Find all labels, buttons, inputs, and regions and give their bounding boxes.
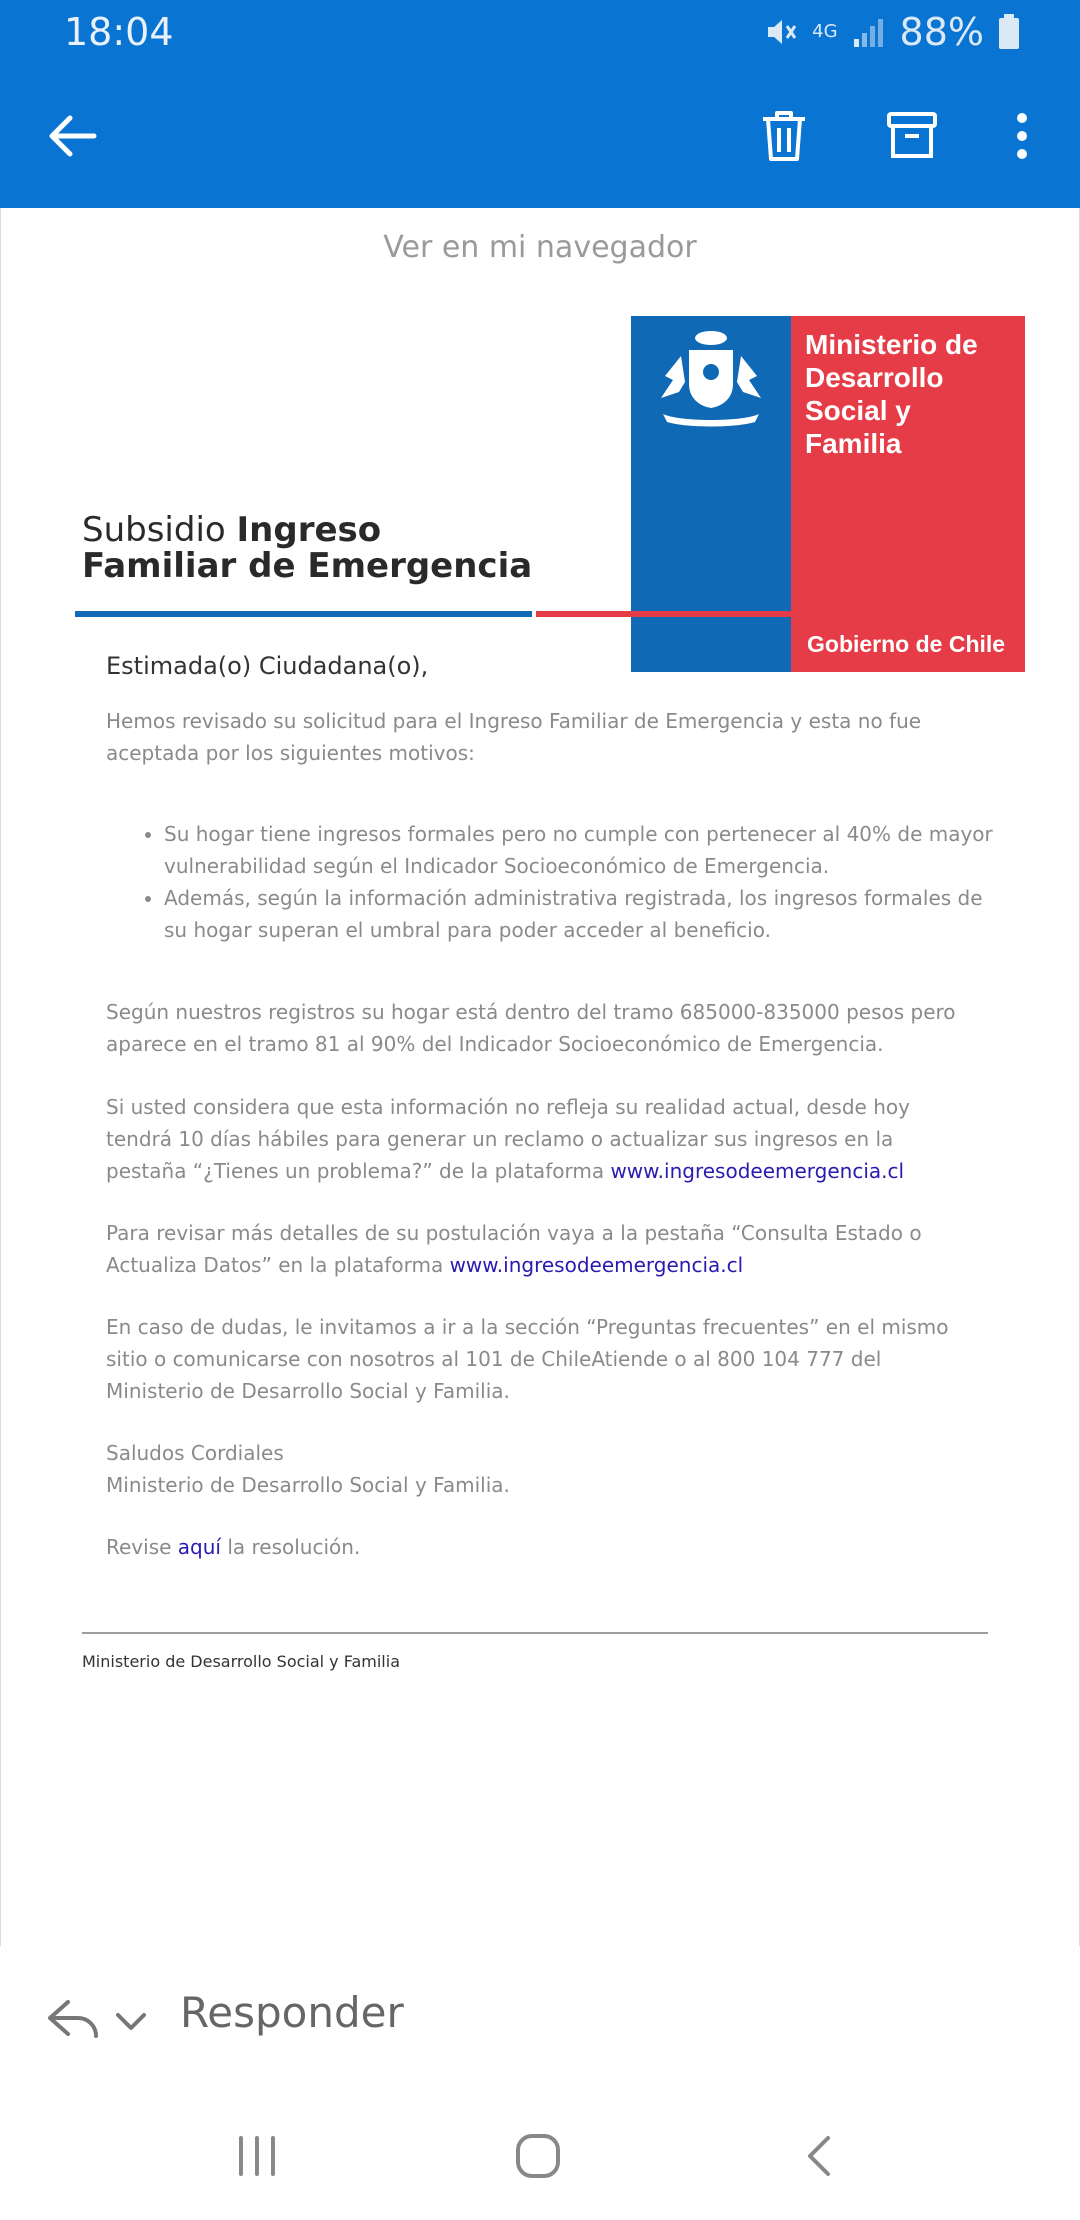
back-nav-icon[interactable] [802,2132,836,2180]
logo-text-line4: Familia [805,428,902,459]
view-in-browser-link[interactable]: Ver en mi navegador [383,230,697,265]
email-body [0,208,1080,1947]
footer-text: Ministerio de Desarrollo Social y Familia [82,1652,400,1671]
resolution-paragraph: Revise aquí la resolución. [106,1535,361,1559]
recent-apps-icon[interactable] [235,2134,279,2178]
archive-icon [886,110,938,162]
reply-button[interactable]: Responder [180,1988,404,2037]
divider-red [536,611,994,617]
archive-button[interactable] [876,100,948,172]
platform-link[interactable]: www.ingresodeemergencia.cl [610,1159,905,1183]
ministry-logo [631,316,1025,672]
tramo-paragraph: Según nuestros registros su hogar está dentro del tramo 685000-835000 pesos pero aparece en el tramo 81 al 90% del Indicador Socioeconómico de Emergencia. [106,1000,956,1056]
chevron-down-icon[interactable] [114,2010,148,2034]
divider-blue [75,611,532,617]
logo-text-line1: Ministerio de [805,329,978,360]
more-vertical-icon [1012,110,1032,162]
status-icons [764,10,1020,54]
mute-icon [764,15,798,49]
system-nav-bar [0,2096,1080,2220]
arrow-left-icon [44,108,100,164]
home-icon[interactable] [514,2132,562,2180]
regards-line2: Ministerio de Desarrollo Social y Familia. [106,1473,510,1497]
logo-government-text: Gobierno de Chile [807,631,1006,657]
more-options-button[interactable] [986,100,1058,172]
trash-icon [759,108,809,164]
coat-of-arms-icon [641,328,781,438]
platform-link[interactable]: www.ingresodeemergencia.cl [449,1253,744,1277]
app-bar [0,0,1080,208]
delete-button[interactable] [748,100,820,172]
logo-text-line2: Desarrollo [805,362,944,393]
intro-paragraph: Hemos revisado su solicitud para el Ingreso Familiar de Emergencia y esta no fue aceptada por los siguientes motivos: [106,709,922,765]
email-title: Subsidio Ingreso Familiar de Emergencia [82,510,533,586]
back-button[interactable] [36,100,108,172]
network-label: 4G [812,21,838,42]
footer-divider [82,1632,988,1634]
signal-icon [852,15,886,49]
battery-percent: 88% [899,10,984,54]
status-time: 18:04 [64,10,174,54]
battery-icon [998,14,1020,50]
reply-icon[interactable] [46,1996,102,2046]
claim-paragraph: Si usted considera que esta información no refleja su realidad actual, desde hoy tendrá 10 días hábiles para generar un reclamo o actualizar sus ingresos en la pestaña “¿Tienes un problema?” de la plataforma www.ingresodeemergencia.cl [106,1095,910,1183]
greeting: Estimada(o) Ciudadana(o), [106,652,429,680]
list-item: • Su hogar tiene ingresos formales pero no cumple con pertenecer al 40% de mayor vulnerabilidad según el Indicador Socioeconómico de Emergencia. [164,818,994,882]
regards-line1: Saludos Cordiales [106,1441,284,1465]
doubts-paragraph: En caso de dudas, le invitamos a ir a la sección “Preguntas frecuentes” en el mismo sitio o comunicarse con nosotros al 101 de ChileAtiende o al 800 104 777 del Ministerio de Desarrollo Social y Familia. [106,1315,949,1403]
resolution-link[interactable]: aquí [177,1535,221,1559]
logo-text-line3: Social y [805,395,911,426]
details-paragraph: Para revisar más detalles de su postulación vaya a la pestaña “Consulta Estado o Actualiza Datos” en la plataforma www.ingresodeemergencia.cl [106,1221,922,1277]
reply-bar [0,1946,1080,2096]
list-item: • Además, según la información administrativa registrada, los ingresos formales de su hogar superan el umbral para poder acceder al beneficio. [164,882,994,946]
reasons-list [121,818,994,946]
regards-block [106,1437,966,1501]
